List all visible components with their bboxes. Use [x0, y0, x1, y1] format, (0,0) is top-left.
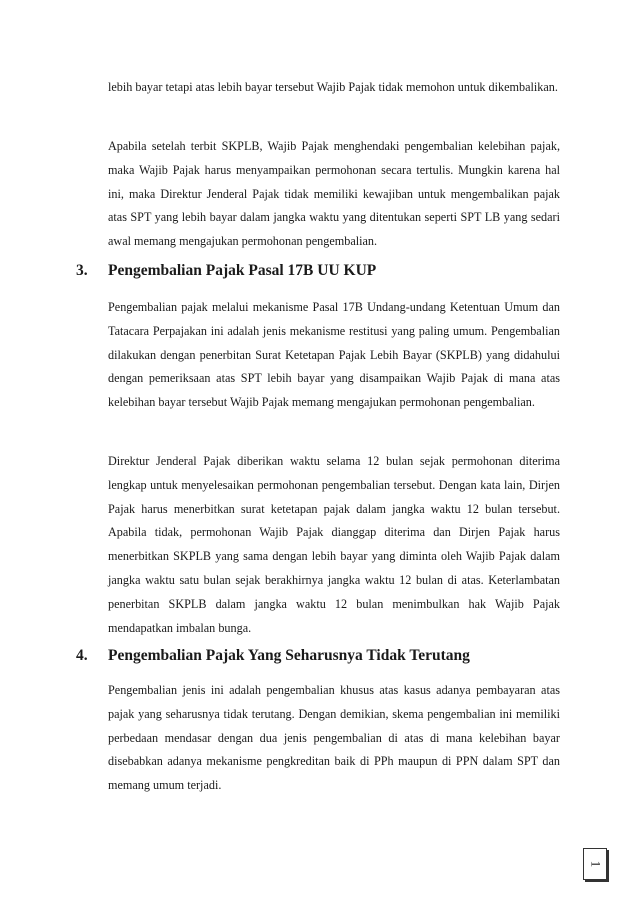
paragraph-3: Pengembalian pajak melalui mekanisme Pasal 17B Undang-undang Ketentuan Umum dan Tatacara Perpajakan ini adalah jenis mekanisme restitusi yang paling umum. Pengembalian dilakukan dengan penerbitan Surat Ketetapan Pajak Lebih Bayar (SKPLB) yang didahului dengan pemeriksaan atas SPT lebih bayar yang disampaikan Wajib Pajak di mana atas kelebihan bayar tersebut Wajib Pajak memang mengajukan permohonan pengembalian.: [108, 300, 560, 410]
paragraph-1: lebih bayar tetapi atas lebih bayar tersebut Wajib Pajak tidak memohon untuk dikembalikan.: [108, 80, 558, 94]
page-number-box: [583, 848, 607, 880]
section-number-4: 4.: [76, 647, 88, 664]
paragraph-5: Pengembalian jenis ini adalah pengembalian khusus atas kasus adanya pembayaran atas pajak yang seharusnya tidak terutang. Dengan demikian, skema pengembalian ini memiliki perbedaan mendasar dengan dua jenis pengembalian di atas di mana kelebihan bayar disebabkan adanya mekanisme pengkreditan baik di PPh maupun di PPN dalam SPT dan memang umum terjadi.: [108, 683, 560, 793]
section-title-3: Pengembalian Pajak Pasal 17B UU KUP: [108, 262, 377, 279]
page-number: 1: [588, 860, 603, 868]
section-title-4: Pengembalian Pajak Yang Seharusnya Tidak Terutang: [108, 647, 470, 664]
paragraph-4: Direktur Jenderal Pajak diberikan waktu selama 12 bulan sejak permohonan diterima lengkap untuk menyelesaikan permohonan pengembalian tersebut. Dengan kata lain, Dirjen Pajak harus menerbitkan surat ketetapan pajak dalam jangka waktu 12 bulan tersebut. Apabila tidak, permohonan Wajib Pajak dianggap diterima dan Dirjen Pajak harus menerbitkan SKPLB yang sama dengan lebih bayar yang diminta oleh Wajib Pajak dalam jangka waktu satu bulan sejak berakhirnya jangka waktu 12 bulan di atas. Keterlambatan penerbitan SKPLB dalam jangka waktu 12 bulan menimbulkan hak Wajib Pajak mendapatkan imbalan bunga.: [108, 454, 560, 635]
section-number-3: 3.: [76, 262, 88, 279]
section-heading-4: [76, 646, 566, 666]
section-heading-3: [76, 261, 566, 281]
paragraph-2: Apabila setelah terbit SKPLB, Wajib Pajak menghendaki pengembalian kelebihan pajak, maka Wajib Pajak harus menyampaikan permohonan secara tertulis. Mungkin karena hal ini, maka Direktur Jenderal Pajak tidak memiliki kewajiban untuk mengembalikan pajak atas SPT yang lebih bayar dalam jangka waktu yang ditentukan seperti SPT LB yang sedari awal memang mengajukan permohonan pengembalian.: [108, 139, 560, 249]
